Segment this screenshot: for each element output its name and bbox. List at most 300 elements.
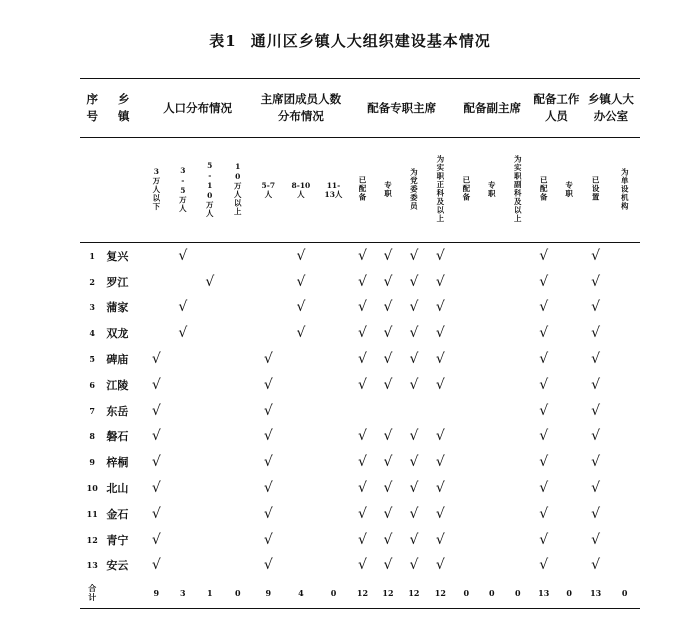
check-mark-cell: √ — [263, 428, 273, 445]
sub-header-pop-2-label: 3-5万人 — [178, 165, 188, 213]
sub-header-presidium-2 — [285, 138, 318, 243]
table-row — [80, 475, 640, 501]
check-mark-cell — [454, 553, 479, 579]
check-mark-cell: √ — [435, 273, 445, 290]
check-mark-cell — [224, 449, 253, 475]
check-mark-cell — [609, 372, 640, 398]
check-mark-cell: √ — [435, 480, 445, 497]
check-mark-cell — [224, 553, 253, 579]
table-row — [80, 320, 640, 346]
check-mark-cell: √ — [539, 351, 549, 368]
check-mark-cell — [143, 243, 169, 269]
check-mark-cell: √ — [358, 247, 367, 264]
check-mark-cell: √ — [296, 325, 306, 342]
check-mark-cell: √ — [296, 247, 306, 264]
row-index: 9 — [89, 457, 95, 468]
check-mark-cell: √ — [435, 325, 445, 342]
check-mark-cell — [556, 424, 581, 450]
check-mark-cell: √ — [539, 454, 549, 471]
sub-header-staff-1 — [531, 138, 556, 243]
check-mark-cell — [505, 398, 531, 424]
sub-header-staff-2-label: 专职 — [564, 180, 574, 198]
total-value: 0 — [317, 578, 350, 609]
check-mark-cell — [196, 553, 223, 579]
row-index: 6 — [89, 379, 95, 390]
sub-header-staff-1-label: 已配备 — [539, 176, 549, 202]
check-mark-cell — [170, 398, 196, 424]
check-mark-cell — [317, 424, 350, 450]
check-mark-cell — [224, 346, 253, 372]
check-mark-cell — [317, 295, 350, 321]
total-row — [80, 578, 640, 609]
check-mark-cell: √ — [435, 505, 445, 522]
table-row — [80, 295, 640, 321]
header-town-label: 乡镇 — [118, 92, 130, 123]
table-row — [80, 243, 640, 269]
check-mark-cell: √ — [358, 299, 367, 316]
check-mark-cell: √ — [151, 531, 161, 548]
check-mark-cell: √ — [358, 325, 367, 342]
check-mark-cell: √ — [435, 454, 445, 471]
check-mark-cell: √ — [591, 351, 601, 368]
check-mark-cell — [143, 320, 169, 346]
sub-header-presidium-3 — [317, 138, 350, 243]
check-mark-cell: √ — [383, 299, 393, 316]
sub-header-vice-2 — [479, 138, 504, 243]
check-mark-cell — [454, 295, 479, 321]
check-mark-cell — [252, 295, 285, 321]
sub-header-presidium-1-label: 5-7人 — [261, 181, 276, 199]
check-mark-cell: √ — [539, 247, 549, 264]
sub-header-empty — [80, 138, 104, 243]
check-mark-cell: √ — [151, 376, 161, 393]
check-mark-cell — [224, 320, 253, 346]
check-mark-cell — [252, 243, 285, 269]
sub-header-staff-2 — [556, 138, 581, 243]
check-mark-cell — [317, 398, 350, 424]
row-index: 13 — [86, 560, 98, 571]
check-mark-cell — [454, 501, 479, 527]
total-value: 0 — [224, 578, 253, 609]
row-town-name: 金石 — [106, 507, 129, 521]
check-mark-cell: √ — [205, 273, 215, 290]
check-mark-cell: √ — [263, 351, 273, 368]
check-mark-cell — [479, 449, 504, 475]
sub-header-office-2-label: 为单设机构 — [620, 167, 630, 211]
check-mark-cell: √ — [435, 376, 445, 393]
total-value: 0 — [556, 578, 581, 609]
check-mark-cell: √ — [591, 480, 601, 497]
check-mark-cell — [224, 269, 253, 295]
total-value: 12 — [401, 578, 427, 609]
check-mark-cell — [609, 346, 640, 372]
check-mark-cell: √ — [151, 557, 161, 574]
row-index: 4 — [89, 328, 95, 339]
check-mark-cell — [479, 501, 504, 527]
check-mark-cell: √ — [263, 531, 273, 548]
check-mark-cell: √ — [383, 376, 393, 393]
check-mark-cell — [170, 475, 196, 501]
check-mark-cell — [609, 320, 640, 346]
check-mark-cell: √ — [409, 376, 419, 393]
check-mark-cell — [454, 449, 479, 475]
check-mark-cell — [285, 475, 318, 501]
total-value: 0 — [609, 578, 640, 609]
check-mark-cell: √ — [358, 351, 367, 368]
row-town-name: 青宁 — [106, 533, 129, 547]
total-town-empty — [104, 578, 143, 609]
total-value: 4 — [285, 578, 318, 609]
check-mark-cell — [609, 243, 640, 269]
check-mark-cell — [285, 527, 318, 553]
check-mark-cell: √ — [435, 247, 445, 264]
sub-header-empty — [104, 138, 143, 243]
check-mark-cell: √ — [591, 247, 601, 264]
total-value: 9 — [252, 578, 285, 609]
total-value: 12 — [375, 578, 400, 609]
check-mark-cell — [196, 295, 223, 321]
row-town-name: 复兴 — [106, 249, 129, 263]
check-mark-cell — [505, 501, 531, 527]
check-mark-cell: √ — [358, 273, 367, 290]
check-mark-cell: √ — [296, 273, 306, 290]
check-mark-cell — [317, 501, 350, 527]
check-mark-cell — [196, 346, 223, 372]
check-mark-cell: √ — [383, 454, 393, 471]
table-row — [80, 424, 640, 450]
check-mark-cell: √ — [435, 557, 445, 574]
sub-header-vice-3-label: 为实职副科及以上 — [513, 155, 523, 223]
check-mark-cell — [317, 243, 350, 269]
sub-header-pop-1-label: 3万人以下 — [151, 167, 161, 211]
check-mark-cell: √ — [151, 402, 161, 419]
table-row — [80, 372, 640, 398]
check-mark-cell — [479, 372, 504, 398]
check-mark-cell — [317, 320, 350, 346]
check-mark-cell — [170, 527, 196, 553]
check-mark-cell — [505, 475, 531, 501]
check-mark-cell — [143, 295, 169, 321]
total-value: 9 — [143, 578, 169, 609]
check-mark-cell: √ — [151, 454, 161, 471]
check-mark-cell: √ — [539, 505, 549, 522]
sub-header-pop-3-label: 5-10万人 — [205, 160, 215, 218]
check-mark-cell — [317, 346, 350, 372]
check-mark-cell — [454, 346, 479, 372]
table-number: 表1 — [209, 32, 237, 50]
check-mark-cell: √ — [263, 376, 273, 393]
check-mark-cell: √ — [539, 557, 549, 574]
row-town-name: 北山 — [106, 482, 129, 496]
check-mark-cell — [170, 424, 196, 450]
check-mark-cell — [505, 269, 531, 295]
check-mark-cell: √ — [409, 273, 419, 290]
check-mark-cell — [317, 553, 350, 579]
row-town-name: 蒲家 — [106, 301, 129, 315]
check-mark-cell: √ — [539, 402, 549, 419]
check-mark-cell — [170, 553, 196, 579]
check-mark-cell — [556, 398, 581, 424]
check-mark-cell — [505, 449, 531, 475]
row-town-name: 罗江 — [106, 275, 129, 289]
check-mark-cell — [479, 346, 504, 372]
check-mark-cell — [556, 553, 581, 579]
check-mark-cell: √ — [383, 428, 393, 445]
check-mark-cell: √ — [151, 428, 161, 445]
table-row — [80, 269, 640, 295]
check-mark-cell — [454, 475, 479, 501]
sub-header-chairman-4-label: 为实职正科及以上 — [435, 155, 445, 223]
check-mark-cell: √ — [591, 557, 601, 574]
check-mark-cell — [454, 269, 479, 295]
table-row — [80, 501, 640, 527]
check-mark-cell — [350, 398, 375, 424]
row-index: 1 — [89, 250, 95, 261]
check-mark-cell: √ — [409, 454, 419, 471]
check-mark-cell: √ — [409, 531, 419, 548]
check-mark-cell — [196, 501, 223, 527]
row-town-name: 梓桐 — [106, 456, 129, 470]
check-mark-cell: √ — [591, 273, 601, 290]
check-mark-cell: √ — [383, 557, 393, 574]
total-value: 12 — [350, 578, 375, 609]
sub-header-presidium-3-label: 11-13人 — [324, 181, 343, 199]
check-mark-cell — [196, 372, 223, 398]
sub-header-chairman-2-label: 专职 — [383, 180, 393, 198]
check-mark-cell — [285, 398, 318, 424]
check-mark-cell: √ — [263, 557, 273, 574]
check-mark-cell: √ — [263, 480, 273, 497]
check-mark-cell: √ — [409, 480, 419, 497]
table-row — [80, 398, 640, 424]
sub-header-row — [80, 138, 640, 243]
check-mark-cell — [556, 295, 581, 321]
table-row — [80, 449, 640, 475]
check-mark-cell: √ — [435, 428, 445, 445]
sub-header-vice-2-label: 专职 — [487, 180, 497, 198]
check-mark-cell: √ — [409, 428, 419, 445]
check-mark-cell: √ — [591, 376, 601, 393]
check-mark-cell — [505, 527, 531, 553]
check-mark-cell: √ — [435, 299, 445, 316]
header-index — [80, 79, 104, 138]
row-index: 12 — [86, 534, 98, 545]
check-mark-cell: √ — [591, 299, 601, 316]
check-mark-cell — [196, 320, 223, 346]
total-value: 0 — [505, 578, 531, 609]
check-mark-cell — [479, 320, 504, 346]
total-value: 0 — [454, 578, 479, 609]
total-value: 13 — [582, 578, 609, 609]
check-mark-cell — [454, 527, 479, 553]
row-town-name: 磐石 — [106, 430, 129, 444]
check-mark-cell — [609, 449, 640, 475]
check-mark-cell — [224, 475, 253, 501]
check-mark-cell — [285, 501, 318, 527]
check-mark-cell — [224, 527, 253, 553]
check-mark-cell — [285, 553, 318, 579]
check-mark-cell — [252, 269, 285, 295]
sub-header-office-1-label: 已设置 — [591, 176, 601, 202]
check-mark-cell — [196, 475, 223, 501]
header-index-label: 序号 — [86, 92, 98, 123]
row-index: 11 — [86, 508, 98, 519]
check-mark-cell — [479, 527, 504, 553]
check-mark-cell — [454, 398, 479, 424]
check-mark-cell — [479, 243, 504, 269]
check-mark-cell: √ — [591, 505, 601, 522]
sub-header-chairman-1 — [350, 138, 375, 243]
check-mark-cell — [317, 475, 350, 501]
check-mark-cell — [454, 372, 479, 398]
sub-header-chairman-3-label: 为党委委员 — [409, 167, 419, 211]
check-mark-cell — [454, 320, 479, 346]
row-town-name: 江陵 — [106, 378, 129, 392]
check-mark-cell — [170, 346, 196, 372]
sub-header-vice-1 — [454, 138, 479, 243]
check-mark-cell — [317, 372, 350, 398]
check-mark-cell — [556, 372, 581, 398]
table-row — [80, 346, 640, 372]
check-mark-cell — [556, 501, 581, 527]
check-mark-cell: √ — [358, 454, 367, 471]
check-mark-cell — [224, 295, 253, 321]
row-town-name: 双龙 — [106, 327, 129, 341]
check-mark-cell — [170, 449, 196, 475]
check-mark-cell — [196, 527, 223, 553]
header-town — [104, 79, 143, 138]
check-mark-cell: √ — [383, 480, 393, 497]
table-title — [0, 30, 700, 51]
header-vice-chairman — [454, 79, 531, 138]
check-mark-cell: √ — [296, 299, 306, 316]
table-row — [80, 527, 640, 553]
check-mark-cell — [224, 372, 253, 398]
check-mark-cell — [505, 243, 531, 269]
check-mark-cell: √ — [409, 557, 419, 574]
check-mark-cell — [196, 243, 223, 269]
row-index: 2 — [89, 276, 95, 287]
check-mark-cell: √ — [591, 531, 601, 548]
check-mark-cell — [556, 346, 581, 372]
check-mark-cell — [505, 295, 531, 321]
check-mark-cell — [224, 424, 253, 450]
check-mark-cell: √ — [409, 247, 419, 264]
check-mark-cell — [479, 424, 504, 450]
check-mark-cell — [505, 320, 531, 346]
check-mark-cell — [285, 449, 318, 475]
check-mark-cell — [609, 398, 640, 424]
check-mark-cell — [479, 475, 504, 501]
check-mark-cell — [505, 424, 531, 450]
check-mark-cell: √ — [409, 299, 419, 316]
sub-header-office-2 — [609, 138, 640, 243]
check-mark-cell — [479, 398, 504, 424]
check-mark-cell: √ — [178, 247, 188, 264]
check-mark-cell — [556, 320, 581, 346]
check-mark-cell: √ — [539, 531, 549, 548]
check-mark-cell — [170, 372, 196, 398]
check-mark-cell: √ — [358, 376, 367, 393]
check-mark-cell — [317, 269, 350, 295]
check-mark-cell: √ — [263, 402, 273, 419]
check-mark-cell: √ — [383, 505, 393, 522]
check-mark-cell: √ — [263, 505, 273, 522]
header-office-label: 乡镇人大办公室 — [587, 92, 634, 123]
check-mark-cell: √ — [358, 505, 367, 522]
total-value: 3 — [170, 578, 196, 609]
check-mark-cell: √ — [263, 454, 273, 471]
check-mark-cell — [609, 475, 640, 501]
check-mark-cell: √ — [539, 299, 549, 316]
header-office — [582, 79, 640, 138]
row-town-name: 碑庙 — [106, 353, 129, 367]
table-row — [80, 553, 640, 579]
check-mark-cell: √ — [151, 480, 161, 497]
check-mark-cell — [375, 398, 400, 424]
header-presidium — [252, 79, 350, 138]
check-mark-cell — [479, 553, 504, 579]
check-mark-cell — [170, 269, 196, 295]
total-value: 0 — [479, 578, 504, 609]
check-mark-cell: √ — [539, 325, 549, 342]
header-population: 人口分布情况 — [143, 79, 252, 138]
check-mark-cell — [454, 424, 479, 450]
check-mark-cell: √ — [358, 557, 367, 574]
row-index: 7 — [89, 405, 95, 416]
sub-header-vice-3 — [505, 138, 531, 243]
check-mark-cell: √ — [539, 428, 549, 445]
header-vice-chairman-label: 配备副主席 — [463, 100, 522, 115]
check-mark-cell — [196, 449, 223, 475]
row-index: 8 — [89, 431, 95, 442]
check-mark-cell: √ — [435, 351, 445, 368]
check-mark-cell — [252, 320, 285, 346]
check-mark-cell — [609, 424, 640, 450]
check-mark-cell: √ — [591, 428, 601, 445]
check-mark-cell — [224, 501, 253, 527]
group-header-row — [80, 79, 640, 138]
row-index: 3 — [89, 302, 95, 313]
check-mark-cell — [427, 398, 453, 424]
check-mark-cell: √ — [591, 325, 601, 342]
check-mark-cell: √ — [358, 480, 367, 497]
sub-header-pop-3 — [196, 138, 223, 243]
check-mark-cell: √ — [539, 273, 549, 290]
check-mark-cell: √ — [358, 531, 367, 548]
total-value: 12 — [427, 578, 453, 609]
check-mark-cell: √ — [151, 351, 161, 368]
check-mark-cell — [401, 398, 427, 424]
check-mark-cell — [224, 243, 253, 269]
check-mark-cell: √ — [591, 454, 601, 471]
sub-header-pop-2 — [170, 138, 196, 243]
sub-header-pop-4 — [224, 138, 253, 243]
check-mark-cell: √ — [435, 531, 445, 548]
check-mark-cell — [609, 527, 640, 553]
sub-header-presidium-2-label: 8-10人 — [291, 181, 311, 199]
check-mark-cell: √ — [409, 325, 419, 342]
check-mark-cell: √ — [383, 247, 393, 264]
check-mark-cell — [609, 269, 640, 295]
check-mark-cell — [479, 269, 504, 295]
row-town-name: 东岳 — [106, 404, 129, 418]
sub-header-chairman-3 — [401, 138, 427, 243]
check-mark-cell — [196, 398, 223, 424]
check-mark-cell — [285, 346, 318, 372]
sub-header-chairman-1-label: 已配备 — [357, 176, 367, 202]
data-table — [80, 78, 640, 609]
